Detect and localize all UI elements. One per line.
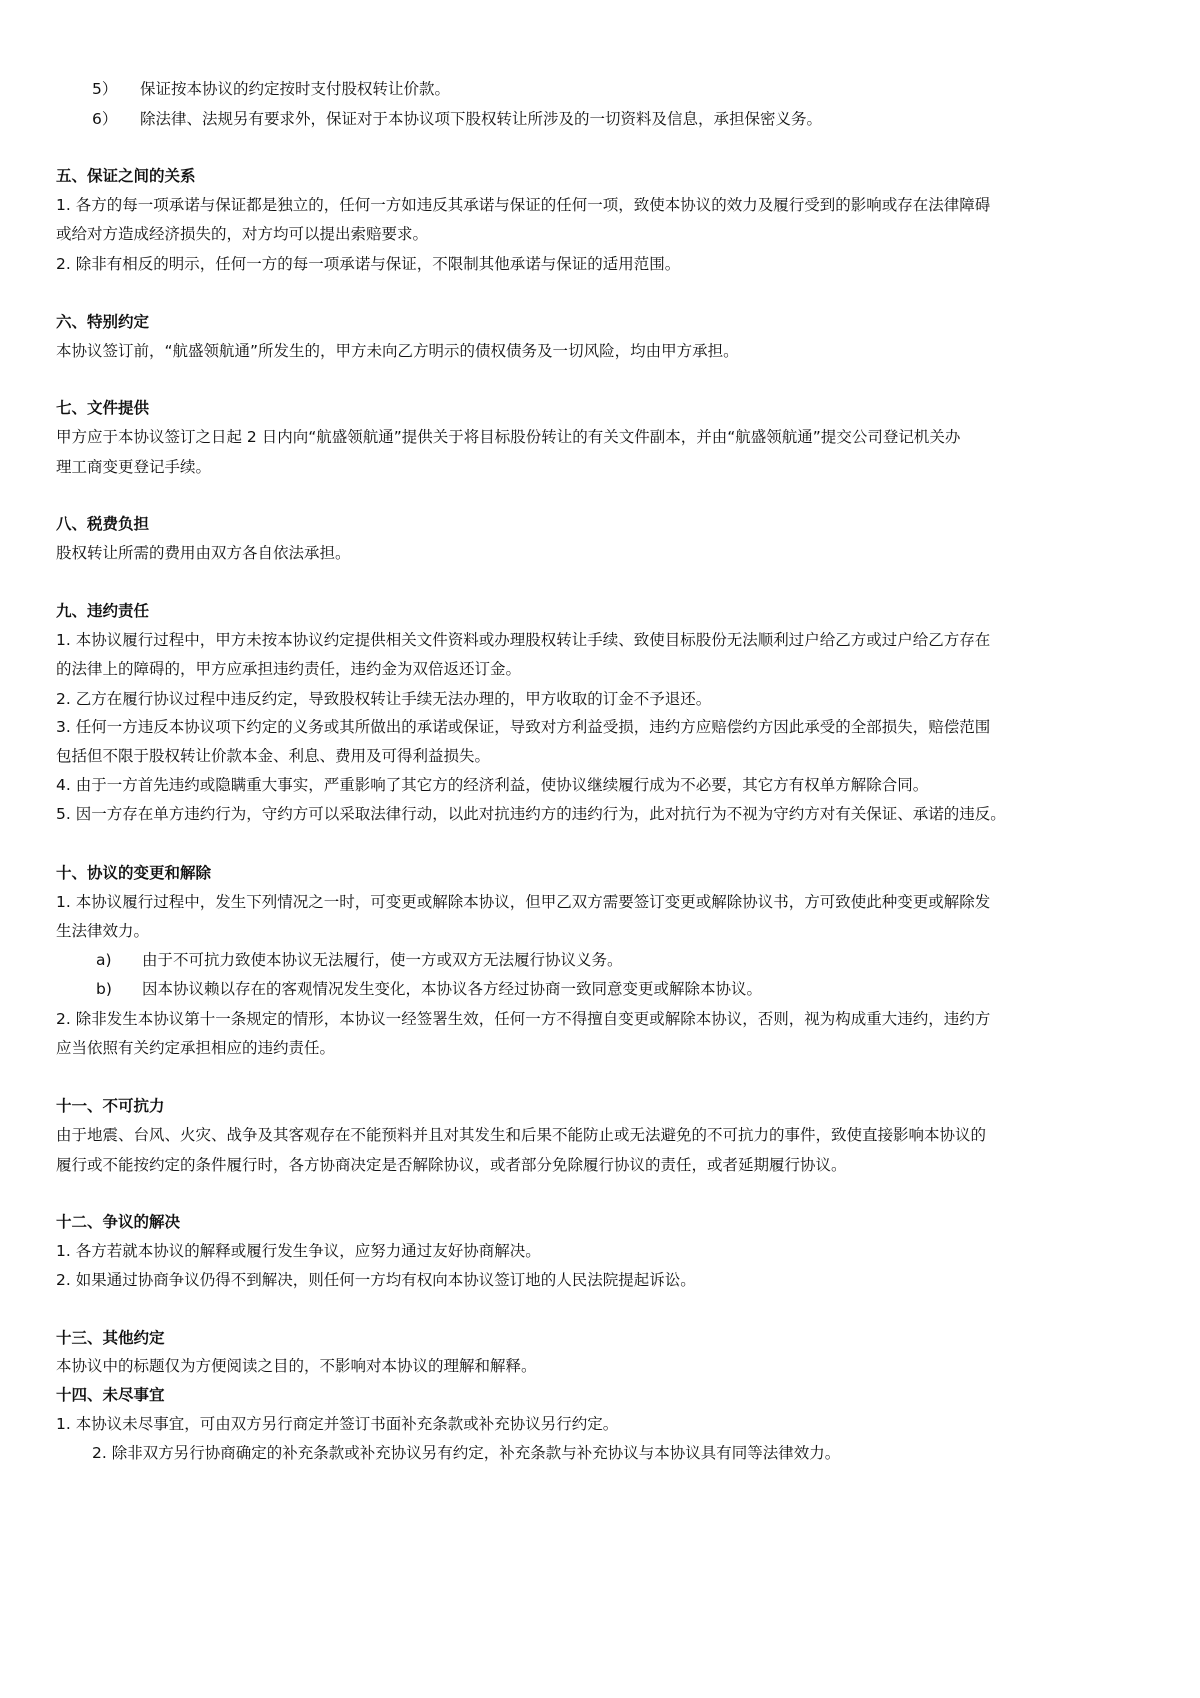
list-item-text: 由于不可抗力致使本协议无法履行，使一方或双方无法履行协议义务。	[142, 951, 623, 969]
list-item	[96, 978, 762, 1000]
paragraph: 理工商变更登记手续。	[56, 458, 212, 476]
list-item	[92, 108, 822, 130]
section-heading: 五、保证之间的关系	[56, 167, 196, 185]
paragraph: 2. 乙方在履行协议过程中违反约定，导致股权转让手续无法办理的，甲方收取的订金不予退还。	[56, 690, 712, 708]
list-item-number: 6）	[92, 110, 118, 128]
paragraph: 包括但不限于股权转让价款本金、利息、费用及可得利益损失。	[56, 747, 491, 765]
section-heading: 十一、不可抗力	[56, 1097, 165, 1115]
paragraph: 2. 如果通过协商争议仍得不到解决，则任何一方均有权向本协议签订地的人民法院提起诉讼。	[56, 1271, 696, 1289]
paragraph: 履行或不能按约定的条件履行时，各方协商决定是否解除协议，或者部分免除履行协议的责任，或者延期履行协议。	[56, 1156, 847, 1174]
list-item-text: 因本协议赖以存在的客观情况发生变化，本协议各方经过协商一致同意变更或解除本协议。	[142, 980, 763, 998]
paragraph: 1. 本协议履行过程中，发生下列情况之一时，可变更或解除本协议，但甲乙双方需要签订变更或解除协议书，方可致使此种变更或解除发	[56, 893, 991, 911]
section-heading: 十、协议的变更和解除	[56, 864, 212, 882]
list-item	[96, 949, 623, 971]
section-heading: 八、税费负担	[56, 515, 150, 533]
paragraph: 甲方应于本协议签订之日起 2 日内向“航盛领航通”提供关于将目标股份转让的有关文件副本，并由“航盛领航通”提交公司登记机关办	[56, 428, 961, 446]
paragraph: 3. 任何一方违反本协议项下约定的义务或其所做出的承诺或保证，导致对方利益受损，违约方应赔偿约方因此承受的全部损失，赔偿范围	[56, 718, 991, 736]
paragraph: 生法律效力。	[56, 922, 150, 940]
paragraph: 应当依照有关约定承担相应的违约责任。	[56, 1039, 336, 1057]
paragraph: 本协议中的标题仅为方便阅读之目的，不影响对本协议的理解和解释。	[56, 1357, 537, 1375]
paragraph: 1. 本协议未尽事宜，可由双方另行商定并签订书面补充条款或补充协议另行约定。	[56, 1415, 619, 1433]
paragraph: 股权转让所需的费用由双方各自依法承担。	[56, 544, 351, 562]
paragraph: 的法律上的障碍的，甲方应承担违约责任，违约金为双倍返还订金。	[56, 660, 522, 678]
paragraph: 2. 除非双方另行协商确定的补充条款或补充协议另有约定，补充条款与补充协议与本协议具有同等法律效力。	[92, 1444, 841, 1462]
paragraph: 5. 因一方存在单方违约行为，守约方可以采取法律行动，以此对抗违约方的违约行为，此对抗行为不视为守约方对有关保证、承诺的违反。	[56, 805, 1006, 823]
list-item-number: a)	[96, 951, 112, 969]
list-item	[92, 78, 450, 100]
paragraph: 1. 各方的每一项承诺与保证都是独立的，任何一方如违反其承诺与保证的任何一项，致使本协议的效力及履行受到的影响或存在法律障碍	[56, 196, 991, 214]
list-item-text: 除法律、法规另有要求外，保证对于本协议项下股权转让所涉及的一切资料及信息，承担保密义务。	[140, 110, 823, 128]
section-heading: 六、特别约定	[56, 313, 150, 331]
list-item-number: 5）	[92, 80, 118, 98]
section-heading: 九、违约责任	[56, 602, 150, 620]
section-heading: 十四、未尽事宜	[56, 1386, 165, 1404]
paragraph: 4. 由于一方首先违约或隐瞒重大事实，严重影响了其它方的经济利益，使协议继续履行成为不必要，其它方有权单方解除合同。	[56, 776, 929, 794]
paragraph: 由于地震、台风、火灾、战争及其客观存在不能预料并且对其发生和后果不能防止或无法避免的不可抗力的事件，致使直接影响本协议的	[56, 1126, 987, 1144]
paragraph: 本协议签订前，“航盛领航通”所发生的，甲方未向乙方明示的债权债务及一切风险，均由甲方承担。	[56, 342, 739, 360]
section-heading: 十二、争议的解决	[56, 1213, 181, 1231]
paragraph: 或给对方造成经济损失的，对方均可以提出索赔要求。	[56, 225, 429, 243]
section-heading: 七、文件提供	[56, 399, 150, 417]
paragraph: 1. 各方若就本协议的解释或履行发生争议，应努力通过友好协商解决。	[56, 1242, 541, 1260]
paragraph: 2. 除非有相反的明示，任何一方的每一项承诺与保证，不限制其他承诺与保证的适用范围。	[56, 255, 681, 273]
list-item-text: 保证按本协议的约定按时支付股权转让价款。	[140, 80, 451, 98]
paragraph: 2. 除非发生本协议第十一条规定的情形，本协议一经签署生效，任何一方不得擅自变更或解除本协议，否则，视为构成重大违约，违约方	[56, 1010, 991, 1028]
list-item-number: b)	[96, 980, 112, 998]
paragraph: 1. 本协议履行过程中，甲方未按本协议约定提供相关文件资料或办理股权转让手续、致使目标股份无法顺利过户给乙方或过户给乙方存在	[56, 631, 991, 649]
section-heading: 十三、其他约定	[56, 1329, 165, 1347]
